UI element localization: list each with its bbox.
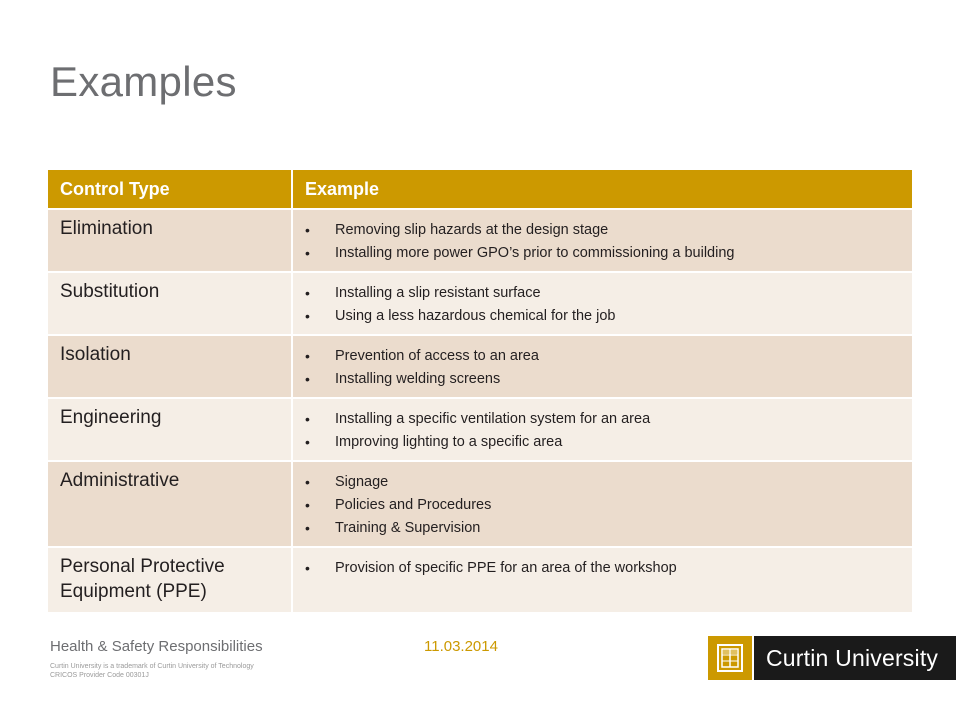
table-row bbox=[48, 547, 912, 613]
examples-cell bbox=[292, 398, 912, 461]
control-type-cell: Personal Protective Equipment (PPE) bbox=[48, 547, 292, 613]
column-header-example: Example bbox=[292, 170, 912, 209]
list-item: • Installing more power GPO’s prior to commissioning a building bbox=[305, 242, 902, 265]
curtin-logo bbox=[708, 636, 956, 680]
footer-date: 11.03.2014 bbox=[424, 638, 498, 655]
examples-list bbox=[305, 342, 902, 391]
examples-list bbox=[305, 279, 902, 328]
control-type-cell: Isolation bbox=[48, 335, 292, 398]
control-type-cell: Administrative bbox=[48, 461, 292, 547]
table-row bbox=[48, 461, 912, 547]
list-item: • Installing welding screens bbox=[305, 368, 902, 391]
column-header-control-type: Control Type bbox=[48, 170, 292, 209]
table-row bbox=[48, 209, 912, 272]
logo-wordmark: Curtin University bbox=[754, 636, 956, 680]
list-item: • Provision of specific PPE for an area of the workshop bbox=[305, 557, 902, 580]
examples-cell bbox=[292, 335, 912, 398]
examples-list bbox=[305, 468, 902, 540]
examples-cell bbox=[292, 461, 912, 547]
list-item: • Installing a specific ventilation system for an area bbox=[305, 408, 902, 431]
examples-list bbox=[305, 405, 902, 454]
control-type-cell: Engineering bbox=[48, 398, 292, 461]
examples-cell bbox=[292, 272, 912, 335]
footer-presentation-title: Health & Safety Responsibilities bbox=[50, 638, 263, 655]
table-row bbox=[48, 272, 912, 335]
list-item: • Prevention of access to an area bbox=[305, 345, 902, 368]
list-item: • Removing slip hazards at the design stage bbox=[305, 219, 902, 242]
list-item: • Improving lighting to a specific area bbox=[305, 431, 902, 454]
table-row bbox=[48, 335, 912, 398]
examples-cell bbox=[292, 209, 912, 272]
examples-list bbox=[305, 554, 902, 580]
table-row bbox=[48, 398, 912, 461]
examples-cell bbox=[292, 547, 912, 613]
slide-title: Examples bbox=[50, 58, 237, 105]
control-type-cell: Substitution bbox=[48, 272, 292, 335]
examples-list bbox=[305, 216, 902, 265]
crest-icon bbox=[708, 636, 752, 680]
list-item: • Training & Supervision bbox=[305, 517, 902, 540]
list-item: • Signage bbox=[305, 471, 902, 494]
list-item: • Installing a slip resistant surface bbox=[305, 282, 902, 305]
footer-cricos: CRICOS Provider Code 00301J bbox=[50, 672, 149, 679]
control-type-cell: Elimination bbox=[48, 209, 292, 272]
table-header-row bbox=[48, 170, 912, 209]
list-item: • Using a less hazardous chemical for the job bbox=[305, 305, 902, 328]
footer-trademark: Curtin University is a trademark of Curtin University of Technology bbox=[50, 663, 254, 670]
list-item: • Policies and Procedures bbox=[305, 494, 902, 517]
controls-table bbox=[48, 170, 912, 614]
